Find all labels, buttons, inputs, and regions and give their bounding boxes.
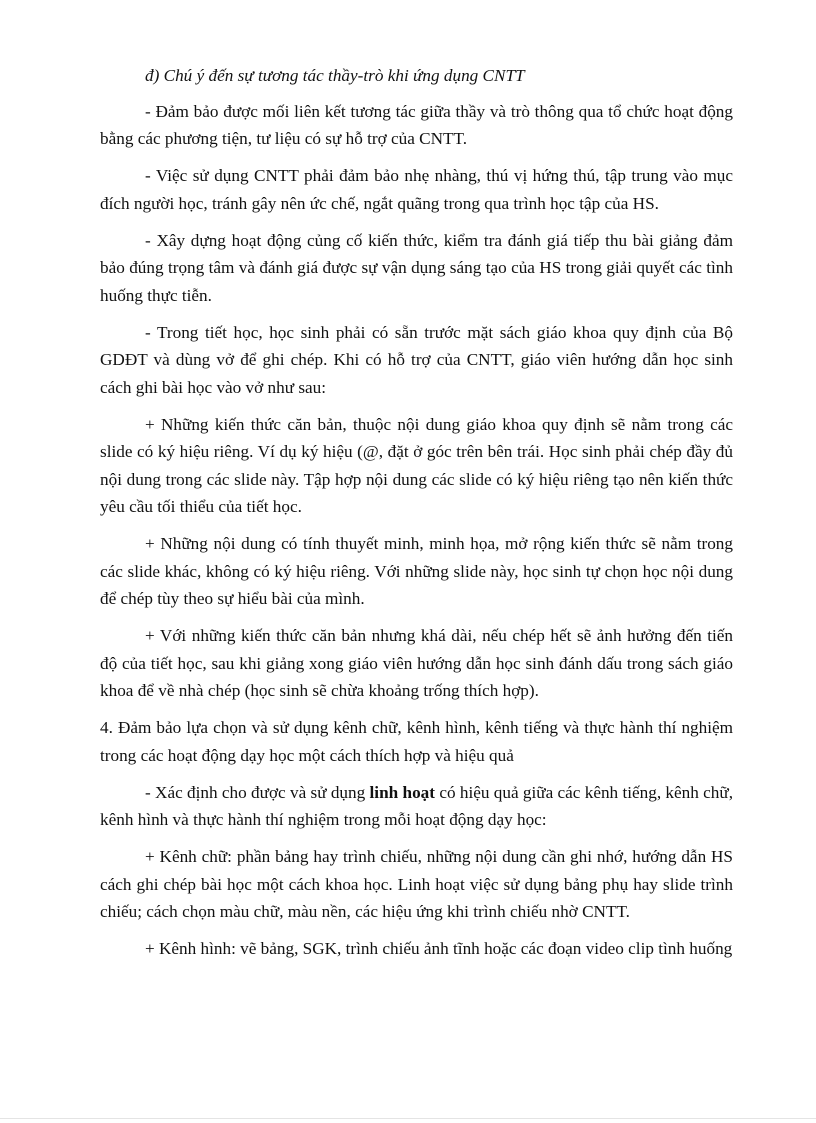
paragraph-it-usage: - Việc sử dụng CNTT phải đảm bảo nhẹ nhàng, thú vị hứng thú, tập trung vào mục đích người học, tránh gây nên ức chế, ngắt quãng trong qua trình học tập của HS. bbox=[100, 166, 733, 213]
paragraph-basic-knowledge-slides: + Những kiến thức căn bản, thuộc nội dung giáo khoa quy định sẽ nằm trong các slide có ký hiệu riêng. Ví dụ ký hiệu (@, đặt ở góc trên bên trái. Học sinh phải chép đầy đủ nội dung trong các slide này. Tập hợp nội dung các slide có ký hiệu riêng tạo nên kiến thức yêu cầu tối thiểu của tiết học. bbox=[100, 414, 733, 516]
document-page bbox=[100, 62, 733, 972]
paragraph-image-channel: + Kênh hình: vẽ bảng, SGK, trình chiếu ảnh tĩnh hoặc các đoạn video clip tình huống bbox=[145, 939, 733, 958]
paragraph-flexible-channels bbox=[100, 779, 733, 834]
paragraph-knowledge-consolidation: - Xây dựng hoạt động củng cố kiến thức, kiểm tra đánh giá tiếp thu bài giảng đảm bảo đúng trọng tâm và đánh giá được sự vận dụng sáng tạo của HS trong giải quyết các tình huống thực tiễn. bbox=[100, 230, 733, 305]
page-bottom-edge bbox=[0, 1118, 816, 1119]
section-heading: đ) Chú ý đến sự tương tác thầy-trò khi ứng dụng CNTT bbox=[145, 66, 525, 85]
bold-text-run: linh hoạt bbox=[369, 782, 435, 802]
paragraph-illustrative-slides: + Những nội dung có tính thuyết minh, minh họa, mở rộng kiến thức sẽ nằm trong các slide khác, không có ký hiệu riêng. Với những slide này, học sinh tự chọn học nội dung để chép tùy theo sự hiểu bài của mình. bbox=[100, 534, 733, 608]
text-run: có hiệu quả giữa các kênh tiếng, kênh chữ, kênh hình và thực hành thí nghiệm trong mỗi hoạt động dạy học: bbox=[100, 782, 733, 829]
paragraph-long-knowledge: + Với những kiến thức căn bản nhưng khá dài, nếu chép hết sẽ ảnh hưởng đến tiến độ của tiết học, sau khi giảng xong giáo viên hướng dẫn học sinh đánh dấu trong sách giáo khoa để về nhà chép (học sinh sẽ chừa khoảng trống thích hợp). bbox=[100, 626, 733, 700]
numbered-heading-4: 4. Đảm bảo lựa chọn và sử dụng kênh chữ, kênh hình, kênh tiếng và thực hành thí nghiệm trong các hoạt động dạy học một cách thích hợp và hiệu quả bbox=[100, 718, 733, 765]
paragraph-note-taking: - Trong tiết học, học sinh phải có sẵn trước mặt sách giáo khoa quy định của Bộ GDĐT và dùng vở để ghi chép. Khi có hỗ trợ của CNTT, giáo viên hướng dẫn học sinh cách ghi bài học vào vở như sau: bbox=[100, 322, 733, 397]
paragraph-interaction-link: - Đảm bảo được mối liên kết tương tác giữa thầy và trò thông qua tổ chức hoạt động bằng các phương tiện, tư liệu có sự hỗ trợ của CNTT. bbox=[100, 101, 733, 148]
paragraph-text-channel: + Kênh chữ: phần bảng hay trình chiếu, những nội dung cần ghi nhớ, hướng dẫn HS cách ghi chép bài học một cách khoa học. Linh hoạt việc sử dụng bảng phụ hay slide trình chiếu; cách chọn màu chữ, màu nền, các hiệu ứng khi trình chiếu nhờ CNTT. bbox=[100, 847, 733, 921]
text-run: - Xác định cho được và sử dụng bbox=[145, 782, 370, 802]
